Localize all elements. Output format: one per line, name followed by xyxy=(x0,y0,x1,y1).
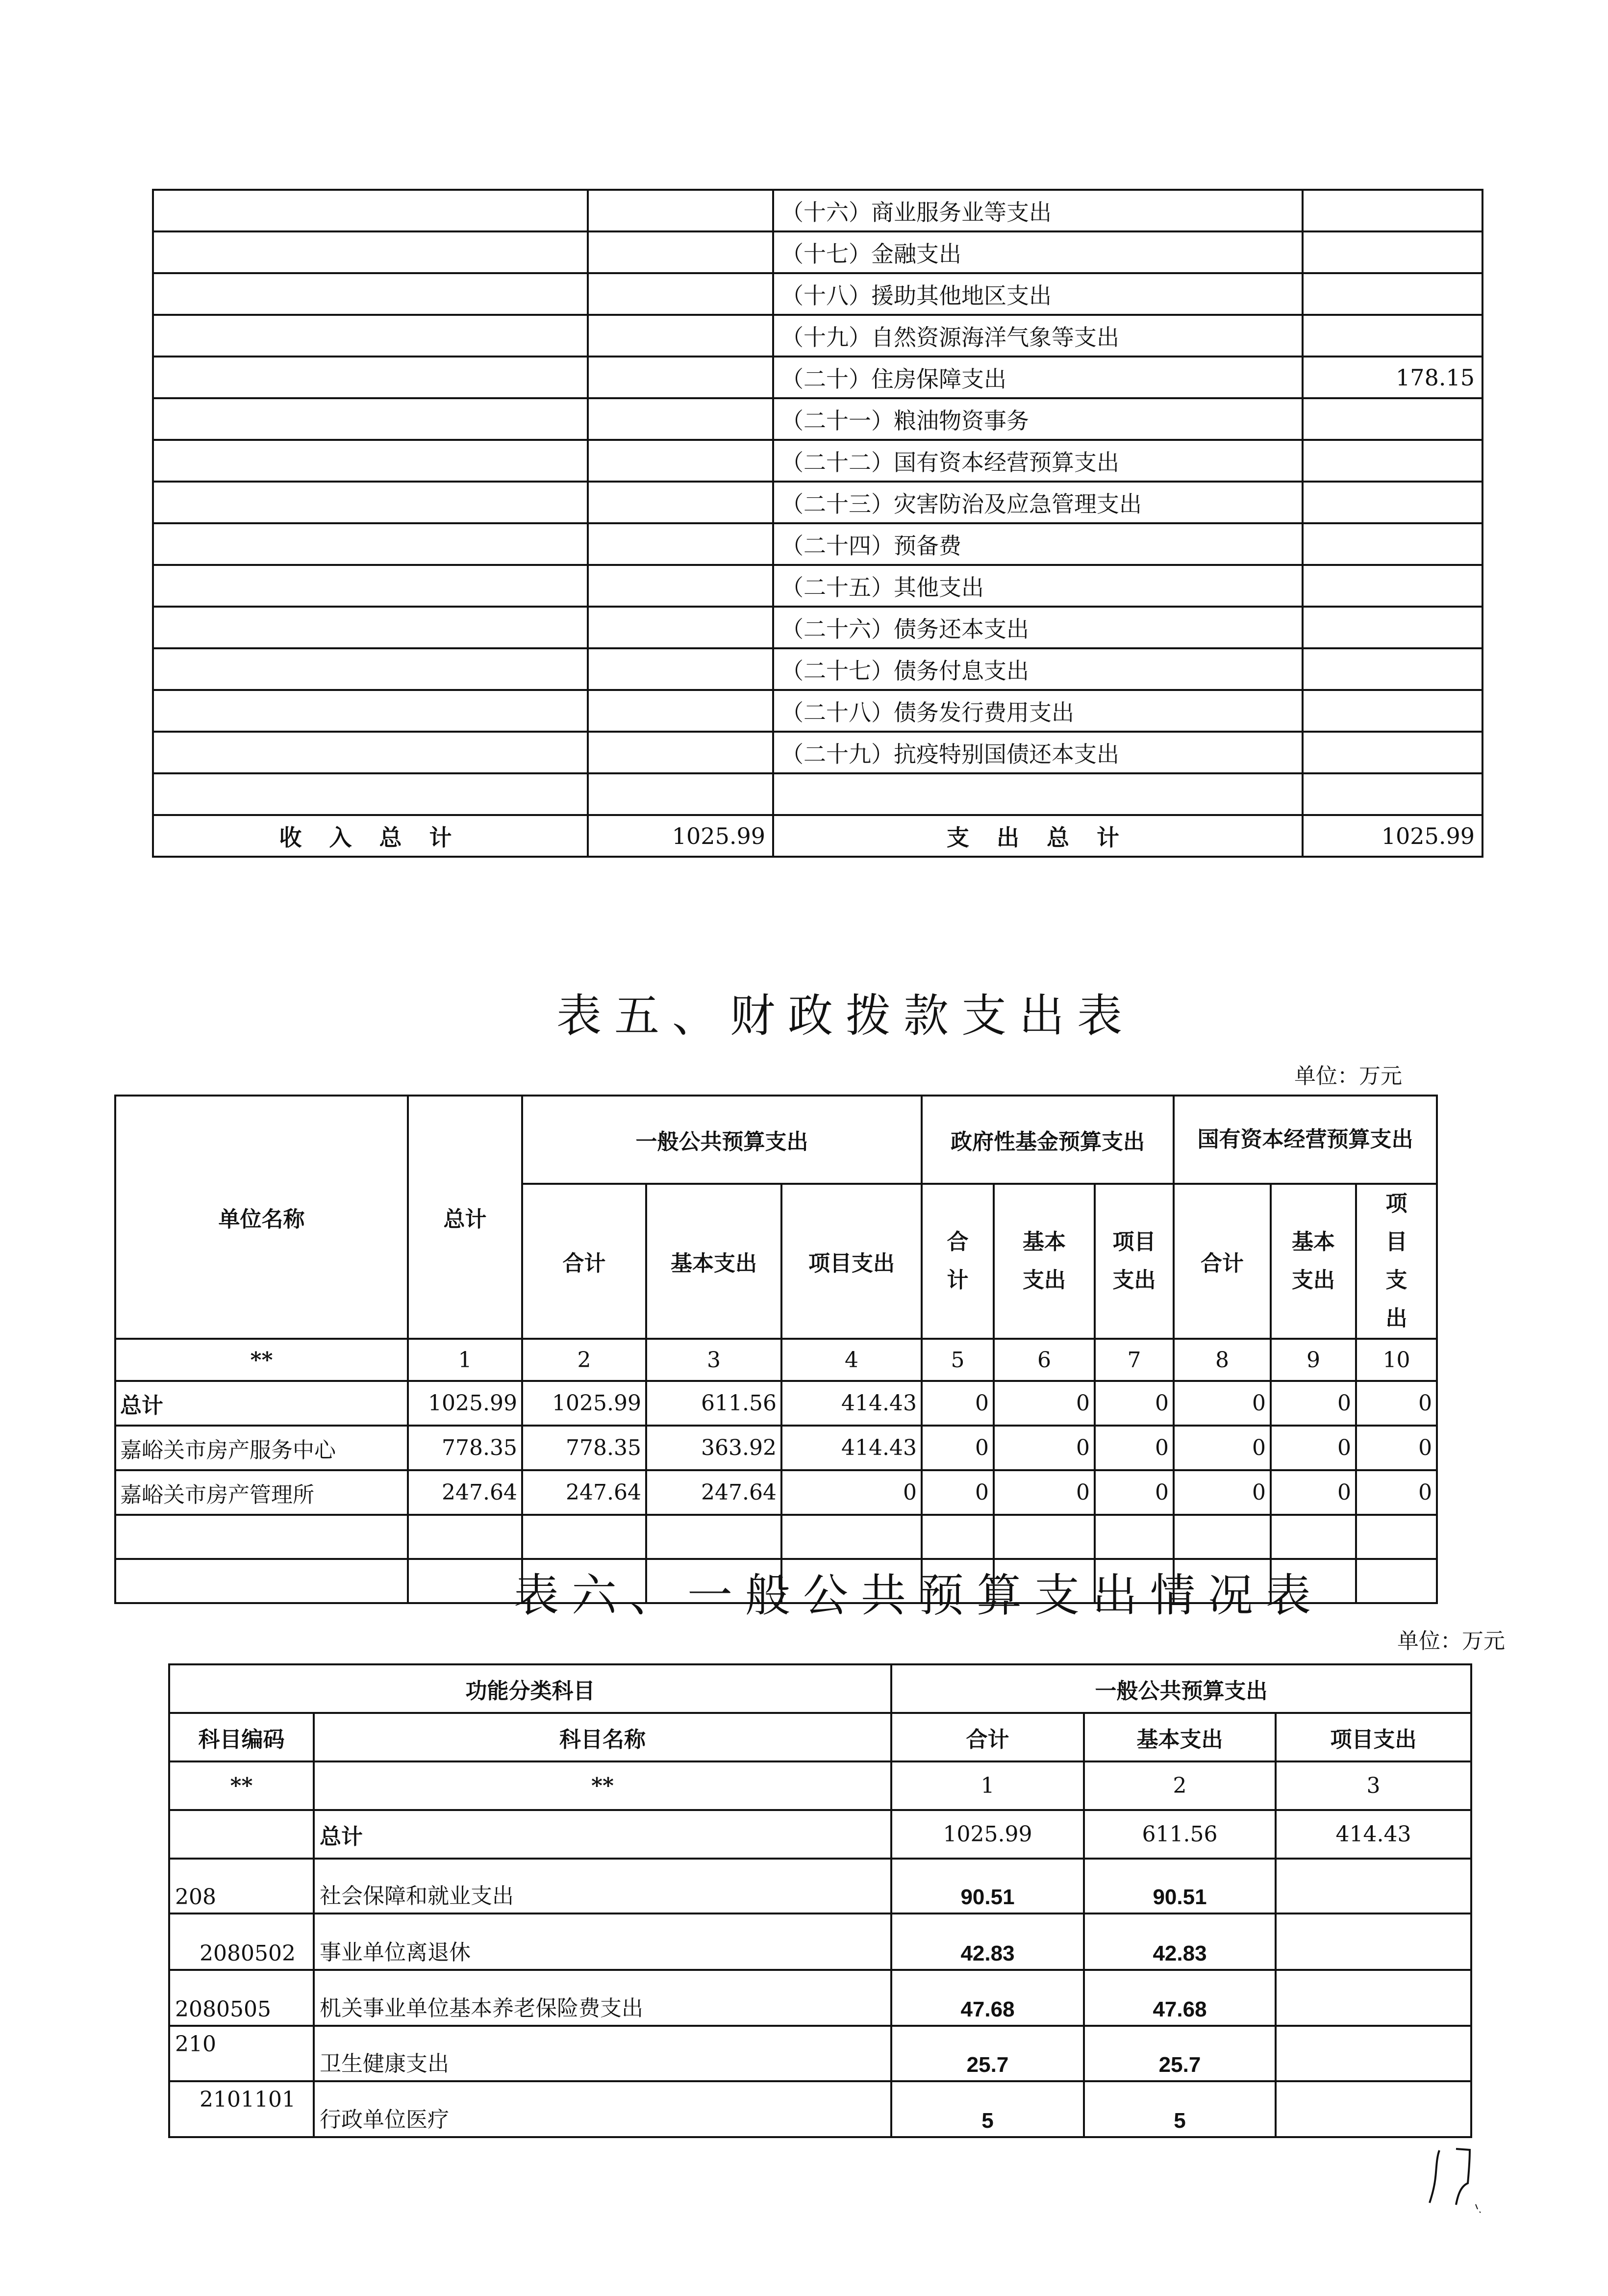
income-item xyxy=(153,648,588,690)
cell: 0 xyxy=(1095,1381,1174,1426)
index-cell: 4 xyxy=(781,1339,922,1381)
header-unit-name: 单位名称 xyxy=(115,1096,408,1339)
table-row xyxy=(153,773,1482,815)
expense-item: （二十）住房保障支出 xyxy=(773,357,1303,398)
basic-value: 5 xyxy=(1084,2081,1276,2137)
income-item xyxy=(153,273,588,315)
expense-value xyxy=(1303,565,1482,607)
header-capital-project: 项目支出 xyxy=(1356,1184,1437,1339)
table-row xyxy=(153,440,1482,482)
income-value xyxy=(588,565,773,607)
header-name: 科目名称 xyxy=(314,1713,891,1761)
index-cell: 8 xyxy=(1174,1339,1271,1381)
index-cell: 5 xyxy=(922,1339,994,1381)
header-code: 科目编码 xyxy=(169,1713,314,1761)
header-capital-basic: 基本支出 xyxy=(1271,1184,1356,1339)
table-row xyxy=(169,1913,1471,1970)
subject-name: 卫生健康支出 xyxy=(314,2026,891,2081)
income-value xyxy=(588,773,773,815)
index-cell: ** xyxy=(169,1761,314,1810)
table-row xyxy=(153,190,1482,231)
index-cell: 1 xyxy=(408,1339,522,1381)
table-row xyxy=(153,273,1482,315)
table-row xyxy=(115,1470,1437,1515)
expense-item: （二十五）其他支出 xyxy=(773,565,1303,607)
basic-value: 611.56 xyxy=(1084,1810,1276,1859)
basic-value: 90.51 xyxy=(1084,1859,1276,1913)
sum-value: 47.68 xyxy=(891,1970,1084,2026)
cell: 0 xyxy=(922,1470,994,1515)
expense-value xyxy=(1303,315,1482,357)
header-sum: 合计 xyxy=(891,1713,1084,1761)
header-general-basic: 基本支出 xyxy=(646,1184,781,1339)
subject-name: 机关事业单位基本养老保险费支出 xyxy=(314,1970,891,2026)
expense-item: （二十七）债务付息支出 xyxy=(773,648,1303,690)
expense-value xyxy=(1303,607,1482,648)
income-item xyxy=(153,190,588,231)
index-cell: ** xyxy=(115,1339,408,1381)
header-state-capital: 国有资本经营预算支出 xyxy=(1174,1096,1437,1184)
income-value xyxy=(588,690,773,732)
table-row xyxy=(115,1426,1437,1470)
income-item xyxy=(153,398,588,440)
cell: 414.43 xyxy=(781,1381,922,1426)
expense-item: （二十三）灾害防治及应急管理支出 xyxy=(773,482,1303,523)
header-general-budget: 一般公共预算支出 xyxy=(522,1096,922,1184)
sum-value: 90.51 xyxy=(891,1859,1084,1913)
expense-value xyxy=(1303,440,1482,482)
cell: 1025.99 xyxy=(522,1381,646,1426)
header-general-budget: 一般公共预算支出 xyxy=(891,1664,1471,1713)
cell: 611.56 xyxy=(646,1381,781,1426)
index-cell: ** xyxy=(314,1761,891,1810)
expense-item: （二十八）债务发行费用支出 xyxy=(773,690,1303,732)
index-cell: 1 xyxy=(891,1761,1084,1810)
basic-value: 47.68 xyxy=(1084,1970,1276,2026)
sum-value: 42.83 xyxy=(891,1913,1084,1970)
expense-value xyxy=(1303,231,1482,273)
income-item xyxy=(153,690,588,732)
expense-total-label: 支 出 总 计 xyxy=(773,815,1303,857)
expense-value xyxy=(1303,773,1482,815)
table5-title: 表五、财政拨款支出表 xyxy=(556,990,1135,1042)
index-cell: 3 xyxy=(1276,1761,1471,1810)
expense-value xyxy=(1303,398,1482,440)
expense-item: （十九）自然资源海洋气象等支出 xyxy=(773,315,1303,357)
header-general-project: 项目支出 xyxy=(781,1184,922,1339)
table-row-empty xyxy=(115,1515,1437,1559)
cell: 0 xyxy=(1271,1426,1356,1470)
income-item xyxy=(153,231,588,273)
cell: 0 xyxy=(1174,1426,1271,1470)
cell: 1025.99 xyxy=(408,1381,522,1426)
cell: 0 xyxy=(1095,1426,1174,1470)
project-value xyxy=(1276,2026,1471,2081)
subject-code: 2080505 xyxy=(169,1970,314,2026)
income-value xyxy=(588,231,773,273)
cell: 778.35 xyxy=(522,1426,646,1470)
expense-item: （二十九）抗疫特别国债还本支出 xyxy=(773,732,1303,773)
table-row xyxy=(169,1970,1471,2026)
table6-general-public-budget xyxy=(168,1663,1472,2138)
subject-name: 总计 xyxy=(314,1810,891,1859)
expense-value xyxy=(1303,732,1482,773)
table4-continued xyxy=(152,189,1483,858)
basic-value: 42.83 xyxy=(1084,1913,1276,1970)
table-row xyxy=(153,482,1482,523)
cell: 0 xyxy=(994,1381,1095,1426)
income-item xyxy=(153,440,588,482)
expense-value xyxy=(1303,190,1482,231)
cell: 0 xyxy=(781,1470,922,1515)
income-item xyxy=(153,732,588,773)
expense-item: （二十六）债务还本支出 xyxy=(773,607,1303,648)
total-row xyxy=(153,815,1482,857)
unit-name: 总计 xyxy=(115,1381,408,1426)
header-project: 项目支出 xyxy=(1276,1713,1471,1761)
cell: 0 xyxy=(1356,1381,1437,1426)
income-item xyxy=(153,523,588,565)
income-value xyxy=(588,440,773,482)
cell: 0 xyxy=(1174,1470,1271,1515)
header-fund-sum: 合计 xyxy=(922,1184,994,1339)
expense-value: 178.15 xyxy=(1303,357,1482,398)
header-gov-fund: 政府性基金预算支出 xyxy=(922,1096,1174,1184)
table-row xyxy=(153,315,1482,357)
income-item xyxy=(153,773,588,815)
table-row xyxy=(153,732,1482,773)
cell: 414.43 xyxy=(781,1426,922,1470)
income-item xyxy=(153,607,588,648)
table5-fiscal-appropriation xyxy=(114,1095,1438,1604)
subject-code xyxy=(169,1810,314,1859)
subject-code: 208 xyxy=(169,1859,314,1913)
table-row xyxy=(153,231,1482,273)
project-value: 414.43 xyxy=(1276,1810,1471,1859)
index-cell: 6 xyxy=(994,1339,1095,1381)
subject-name: 社会保障和就业支出 xyxy=(314,1859,891,1913)
index-cell: 2 xyxy=(1084,1761,1276,1810)
expense-value xyxy=(1303,690,1482,732)
index-cell: 2 xyxy=(522,1339,646,1381)
header-capital-sum: 合计 xyxy=(1174,1184,1271,1339)
sum-value: 25.7 xyxy=(891,2026,1084,2081)
table-row xyxy=(153,690,1482,732)
income-total-label: 收 入 总 计 xyxy=(153,815,588,857)
table5-unit: 单位：万元 xyxy=(1294,1064,1402,1089)
header-total: 总计 xyxy=(408,1096,522,1339)
expense-item: （十七）金融支出 xyxy=(773,231,1303,273)
project-value xyxy=(1276,1913,1471,1970)
cell: 247.64 xyxy=(522,1470,646,1515)
cell: 363.92 xyxy=(646,1426,781,1470)
header-functional-classification: 功能分类科目 xyxy=(169,1664,891,1713)
table-row xyxy=(169,1859,1471,1913)
handwritten-page-mark xyxy=(1422,2148,1500,2217)
expense-value xyxy=(1303,482,1482,523)
unit-name: 嘉峪关市房产服务中心 xyxy=(115,1426,408,1470)
subject-name: 事业单位离退休 xyxy=(314,1913,891,1970)
sum-value: 1025.99 xyxy=(891,1810,1084,1859)
cell: 247.64 xyxy=(408,1470,522,1515)
income-value xyxy=(588,482,773,523)
expense-value xyxy=(1303,523,1482,565)
index-cell: 9 xyxy=(1271,1339,1356,1381)
table-row xyxy=(153,648,1482,690)
income-item xyxy=(153,315,588,357)
income-value xyxy=(588,607,773,648)
cell: 0 xyxy=(1095,1470,1174,1515)
header-fund-project: 项目支出 xyxy=(1095,1184,1174,1339)
table-row xyxy=(115,1381,1437,1426)
subject-code: 2101101 xyxy=(169,2081,314,2137)
subject-name: 行政单位医疗 xyxy=(314,2081,891,2137)
sum-value: 5 xyxy=(891,2081,1084,2137)
expense-item: （十八）援助其他地区支出 xyxy=(773,273,1303,315)
index-row xyxy=(115,1339,1437,1381)
income-total-value: 1025.99 xyxy=(588,815,773,857)
cell: 247.64 xyxy=(646,1470,781,1515)
income-value xyxy=(588,732,773,773)
table-row xyxy=(169,2081,1471,2137)
cell: 0 xyxy=(922,1381,994,1426)
income-item xyxy=(153,482,588,523)
table-row xyxy=(169,2026,1471,2081)
table-row xyxy=(153,607,1482,648)
expense-item xyxy=(773,773,1303,815)
table-row xyxy=(153,565,1482,607)
unit-name: 嘉峪关市房产管理所 xyxy=(115,1470,408,1515)
expense-item: （二十四）预备费 xyxy=(773,523,1303,565)
header-general-sum: 合计 xyxy=(522,1184,646,1339)
income-value xyxy=(588,315,773,357)
income-value xyxy=(588,398,773,440)
income-item xyxy=(153,565,588,607)
cell: 778.35 xyxy=(408,1426,522,1470)
cell: 0 xyxy=(1356,1470,1437,1515)
basic-value: 25.7 xyxy=(1084,2026,1276,2081)
index-cell: 7 xyxy=(1095,1339,1174,1381)
subject-code: 210 xyxy=(169,2026,314,2081)
income-value xyxy=(588,357,773,398)
income-value xyxy=(588,273,773,315)
table6-title: 表六、一般公共预算支出情况表 xyxy=(514,1569,1324,1622)
income-value xyxy=(588,648,773,690)
income-value xyxy=(588,523,773,565)
table-row xyxy=(153,398,1482,440)
table6-unit: 单位：万元 xyxy=(1397,1629,1505,1654)
header-basic: 基本支出 xyxy=(1084,1713,1276,1761)
cell: 0 xyxy=(1271,1470,1356,1515)
total-row xyxy=(169,1810,1471,1859)
expense-item: （十六）商业服务业等支出 xyxy=(773,190,1303,231)
expense-item: （二十一）粮油物资事务 xyxy=(773,398,1303,440)
expense-item: （二十二）国有资本经营预算支出 xyxy=(773,440,1303,482)
cell: 0 xyxy=(1271,1381,1356,1426)
cell: 0 xyxy=(994,1470,1095,1515)
project-value xyxy=(1276,1859,1471,1913)
project-value xyxy=(1276,1970,1471,2026)
index-cell: 3 xyxy=(646,1339,781,1381)
subject-code: 2080502 xyxy=(169,1913,314,1970)
project-value xyxy=(1276,2081,1471,2137)
table-row xyxy=(153,523,1482,565)
cell: 0 xyxy=(994,1426,1095,1470)
index-row xyxy=(169,1761,1471,1810)
cell: 0 xyxy=(922,1426,994,1470)
table-row xyxy=(153,357,1482,398)
expense-total-value: 1025.99 xyxy=(1303,815,1482,857)
income-item xyxy=(153,357,588,398)
index-cell: 10 xyxy=(1356,1339,1437,1381)
income-value xyxy=(588,190,773,231)
cell: 0 xyxy=(1356,1426,1437,1470)
expense-value xyxy=(1303,648,1482,690)
cell: 0 xyxy=(1174,1381,1271,1426)
header-fund-basic: 基本支出 xyxy=(994,1184,1095,1339)
expense-value xyxy=(1303,273,1482,315)
